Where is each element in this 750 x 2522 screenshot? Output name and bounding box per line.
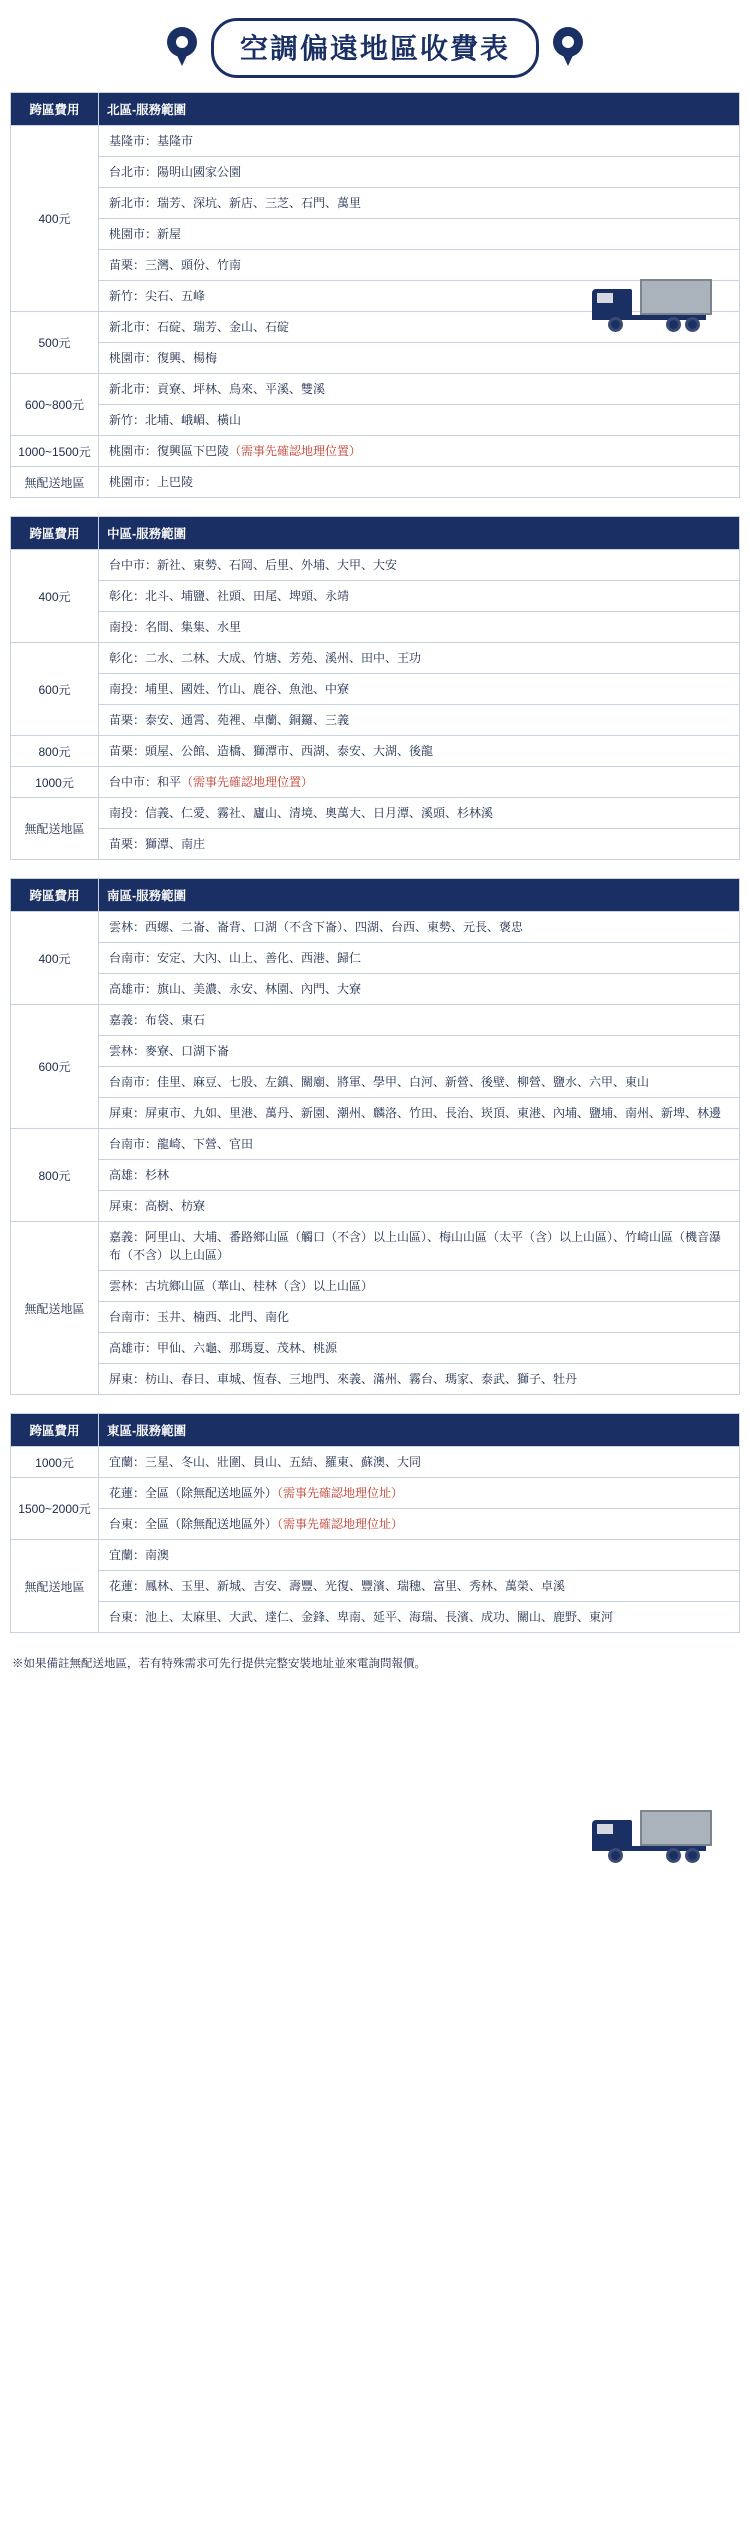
fee-cell: 無配送地區 [11, 798, 99, 860]
fee-cell: 無配送地區 [11, 1222, 99, 1395]
table-row [11, 1129, 740, 1160]
table-row [11, 736, 740, 767]
column-header-fee: 跨區費用 [11, 517, 99, 550]
column-header-scope: 東區-服務範圍 [99, 1414, 740, 1447]
table-row [11, 912, 740, 943]
table-row [11, 374, 740, 405]
table-row [11, 1302, 740, 1333]
scope-cell: 南投：信義、仁愛、霧社、廬山、清境、奧萬大、日月潭、溪頭、杉林溪 [99, 798, 740, 829]
table-row [11, 1191, 740, 1222]
fee-cell: 400元 [11, 912, 99, 1005]
fee-cell: 1500~2000元 [11, 1478, 99, 1540]
scope-cell: 桃園市：復興區下巴陵（需事先確認地理位置） [99, 436, 740, 467]
fee-tables [10, 92, 740, 1633]
table-row [11, 643, 740, 674]
scope-cell: 屏東：屏東市、九如、里港、萬丹、新園、潮州、麟洛、竹田、長治、崁頂、東港、內埔、鹽埔、南州、新埤、林邊 [99, 1098, 740, 1129]
table-row [11, 157, 740, 188]
confirm-location-note: （需事先確認地理位址） [277, 1517, 404, 1531]
table-row [11, 1222, 740, 1271]
table-row [11, 188, 740, 219]
region-table-south [10, 878, 740, 1395]
scope-cell: 桃園市：新屋 [99, 219, 740, 250]
scope-cell: 台南市：龍崎、下營、官田 [99, 1129, 740, 1160]
table-row [11, 1271, 740, 1302]
table-row [11, 1602, 740, 1633]
scope-cell: 台東：全區（除無配送地區外）（需事先確認地理位址） [99, 1509, 740, 1540]
scope-cell: 高雄市：旗山、美濃、永安、林園、內門、大寮 [99, 974, 740, 1005]
table-row [11, 405, 740, 436]
table-row [11, 436, 740, 467]
scope-cell: 新竹：尖石、五峰 [99, 281, 740, 312]
table-row [11, 1478, 740, 1509]
scope-cell: 花蓮：鳳林、玉里、新城、吉安、壽豐、光復、豐濱、瑞穗、富里、秀林、萬榮、卓溪 [99, 1571, 740, 1602]
scope-cell: 屏東：枋山、春日、車城、恆春、三地門、來義、滿州、霧台、瑪家、泰武、獅子、牡丹 [99, 1364, 740, 1395]
map-pin-icon [167, 27, 197, 69]
scope-cell: 台南市：安定、大內、山上、善化、西港、歸仁 [99, 943, 740, 974]
scope-cell: 雲林：西螺、二崙、崙背、口湖（不含下崙）、四湖、台西、東勢、元長、褒忠 [99, 912, 740, 943]
scope-cell: 苗栗：獅潭、南庄 [99, 829, 740, 860]
table-row [11, 467, 740, 498]
scope-cell: 苗栗：泰安、通霄、苑裡、卓蘭、銅鑼、三義 [99, 705, 740, 736]
map-pin-icon [553, 27, 583, 69]
fee-cell: 無配送地區 [11, 1540, 99, 1633]
table-row [11, 1509, 740, 1540]
scope-cell: 雲林：麥寮、口湖下崙 [99, 1036, 740, 1067]
scope-cell: 宜蘭：南澳 [99, 1540, 740, 1571]
table-row [11, 943, 740, 974]
table-row [11, 1005, 740, 1036]
table-row [11, 974, 740, 1005]
fee-cell: 600元 [11, 1005, 99, 1129]
scope-cell: 桃園市：復興、楊梅 [99, 343, 740, 374]
scope-cell: 雲林：古坑鄉山區（華山、桂林（含）以上山區） [99, 1271, 740, 1302]
page-header [10, 8, 740, 92]
region-table-central [10, 516, 740, 860]
scope-cell: 台北市：陽明山國家公園 [99, 157, 740, 188]
scope-cell: 新北市：瑞芳、深坑、新店、三芝、石門、萬里 [99, 188, 740, 219]
confirm-location-note: （需事先確認地理位置） [181, 775, 314, 789]
table-row [11, 1036, 740, 1067]
column-header-scope: 北區-服務範圍 [99, 93, 740, 126]
delivery-truck-icon [592, 1808, 712, 1862]
table-row [11, 674, 740, 705]
table-row [11, 250, 740, 281]
column-header-fee: 跨區費用 [11, 93, 99, 126]
scope-cell: 台南市：玉井、楠西、北門、南化 [99, 1302, 740, 1333]
scope-cell: 新北市：貢寮、坪林、烏來、平溪、雙溪 [99, 374, 740, 405]
scope-cell: 高雄：杉林 [99, 1160, 740, 1191]
table-row [11, 1098, 740, 1129]
scope-cell: 苗栗：頭屋、公館、造橋、獅潭市、西湖、泰安、大湖、後龍 [99, 736, 740, 767]
fee-cell: 600~800元 [11, 374, 99, 436]
scope-cell: 嘉義：阿里山、大埔、番路鄉山區（觸口（不含）以上山區）、梅山山區（太平（含）以上山區）、竹崎山區（機音瀑布（不含）以上山區） [99, 1222, 740, 1271]
table-row [11, 1333, 740, 1364]
table-row [11, 343, 740, 374]
scope-cell: 宜蘭：三星、冬山、壯圍、員山、五結、羅東、蘇澳、大同 [99, 1447, 740, 1478]
column-header-fee: 跨區費用 [11, 1414, 99, 1447]
table-row [11, 581, 740, 612]
footnote: ※如果備註無配送地區，若有特殊需求可先行提供完整安裝地址並來電詢問報價。 [12, 1658, 426, 1670]
confirm-location-note: （需事先確認地理位址） [277, 1486, 404, 1500]
column-header-scope: 中區-服務範圍 [99, 517, 740, 550]
table-row [11, 705, 740, 736]
scope-cell: 台中市：和平（需事先確認地理位置） [99, 767, 740, 798]
fee-cell: 1000~1500元 [11, 436, 99, 467]
table-row [11, 1540, 740, 1571]
table-row [11, 1447, 740, 1478]
scope-cell: 屏東：高樹、枋寮 [99, 1191, 740, 1222]
column-header-scope: 南區-服務範圍 [99, 879, 740, 912]
scope-cell: 南投：埔里、國姓、竹山、鹿谷、魚池、中寮 [99, 674, 740, 705]
scope-cell: 苗栗：三灣、頭份、竹南 [99, 250, 740, 281]
page-title: 空調偏遠地區收費表 [211, 18, 539, 78]
scope-cell: 彰化：二水、二林、大成、竹塘、芳苑、溪州、田中、王功 [99, 643, 740, 674]
table-row [11, 219, 740, 250]
delivery-truck-icon [592, 277, 712, 331]
fee-cell: 600元 [11, 643, 99, 736]
fee-cell: 1000元 [11, 1447, 99, 1478]
scope-cell: 台東：池上、太麻里、大武、達仁、金鋒、卑南、延平、海瑞、長濱、成功、關山、鹿野、東河 [99, 1602, 740, 1633]
scope-cell: 高雄市：甲仙、六龜、那瑪夏、茂林、桃源 [99, 1333, 740, 1364]
fee-cell: 無配送地區 [11, 467, 99, 498]
scope-cell: 南投：名間、集集、水里 [99, 612, 740, 643]
fee-cell: 1000元 [11, 767, 99, 798]
scope-cell: 花蓮：全區（除無配送地區外）（需事先確認地理位址） [99, 1478, 740, 1509]
table-row [11, 1067, 740, 1098]
column-header-fee: 跨區費用 [11, 879, 99, 912]
fee-cell: 800元 [11, 1129, 99, 1222]
fee-cell: 800元 [11, 736, 99, 767]
fee-cell: 500元 [11, 312, 99, 374]
scope-cell: 基隆市：基隆市 [99, 126, 740, 157]
fee-cell: 400元 [11, 550, 99, 643]
table-row [11, 126, 740, 157]
scope-cell: 桃園市：上巴陵 [99, 467, 740, 498]
scope-cell: 嘉義：布袋、東石 [99, 1005, 740, 1036]
scope-cell: 新北市：石碇、瑞芳、金山、石碇 [99, 312, 740, 343]
table-row [11, 612, 740, 643]
fee-cell: 400元 [11, 126, 99, 312]
table-row [11, 550, 740, 581]
table-row [11, 798, 740, 829]
scope-cell: 台南市：佳里、麻豆、七股、左鎮、關廟、將軍、學甲、白河、新營、後壁、柳營、鹽水、六甲、東山 [99, 1067, 740, 1098]
table-row [11, 1571, 740, 1602]
table-row [11, 767, 740, 798]
table-row [11, 1160, 740, 1191]
scope-cell: 彰化：北斗、埔鹽、社頭、田尾、埤頭、永靖 [99, 581, 740, 612]
table-row [11, 829, 740, 860]
scope-cell: 台中市：新社、東勢、石岡、后里、外埔、大甲、大安 [99, 550, 740, 581]
table-row [11, 1364, 740, 1395]
scope-cell: 新竹：北埔、峨嵋、橫山 [99, 405, 740, 436]
confirm-location-note: （需事先確認地理位置） [229, 444, 362, 458]
region-table-east [10, 1413, 740, 1633]
